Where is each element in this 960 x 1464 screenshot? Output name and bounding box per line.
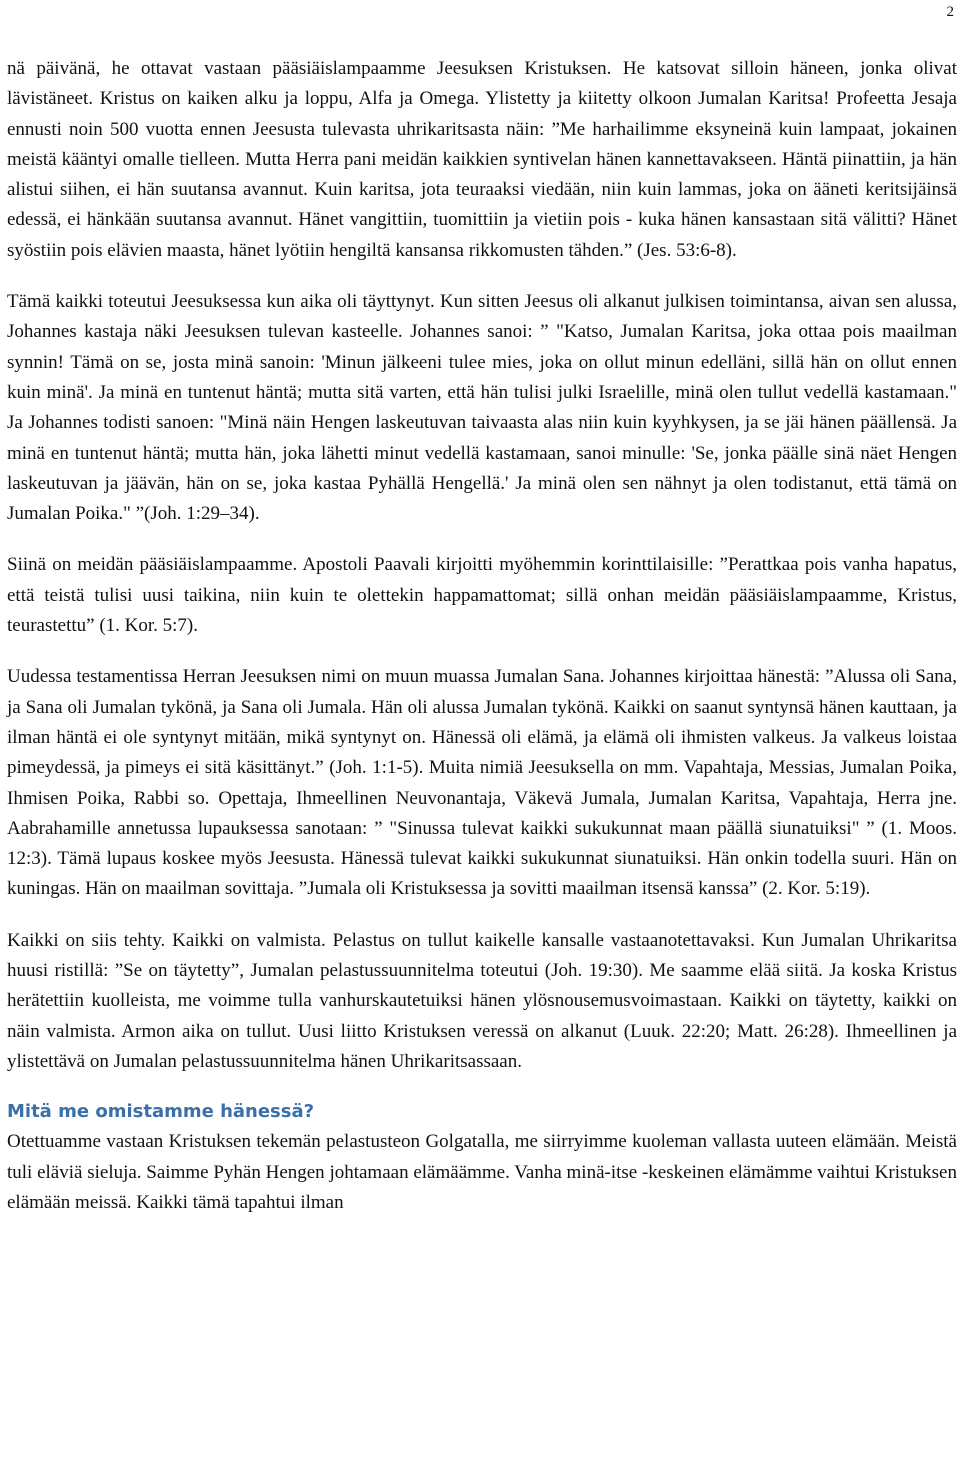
paragraph-4: Uudessa testamentissa Herran Jeesuksen nimi on muun muassa Jumalan Sana. Johannes kirjoittaa hänestä: ”Alussa oli Sana, ja Sana oli Jumalan tykönä, ja Sana oli Jumala. Hän oli alussa Jumalan tykönä. Kaikki on saanut syntynsä hänen kauttaan, ja ilman häntä ei ole syntynyt mitään, mikä syntynyt on. Hänessä oli elämä, ja elämä oli ihmisten valkeus. Ja valkeus loistaa pimeydessä, ja pimeys ei sitä käsittänyt.” (Joh. 1:1-5). Muita nimiä Jeesuksella on mm. Vapahtaja, Messias, Jumalan Poika, Ihmisen Poika, Rabbi so. Opettaja, Ihmeellinen Neuvonantaja, Väkevä Jumala, Jumalan Karitsa, Vapahtaja, Herra jne. Aabrahamille annetussa lupauksessa sanotaan: ” "Sinussa tulevat kaikki sukukunnat maan päällä siunatuiksi" ” (1. Moos. 12:3). Tämä lupaus koskee myös Jeesusta. Hänessä tulevat kaikki sukukunnat siunatuiksi. Hän onkin todella suuri. Hän on kuningas. Hän on maailman sovittaja. ”Jumala oli Kristuksessa ja sovitti maailman itsensä kanssa” (2. Kor. 5:19). [7, 666, 957, 900]
paragraph-6: Otettuamme vastaan Kristuksen tekemän pelastusteon Golgatalla, me siirryimme kuoleman vallasta uuteen elämään. Meistä tuli eläviä sieluja. Saimme Pyhän Hengen johtamaan elämäämme. Vanha minä-itse -keskeinen elämämme vaihtui Kristuksen elämään meissä. Kaikki tämä tapahtui ilman [7, 1131, 957, 1213]
section-heading: Mitä me omistamme hänessä? [7, 1101, 315, 1123]
paragraph-3: Siinä on meidän pääsiäislampaamme. Apostoli Paavali kirjoitti myöhemmin korinttilaisille: ”Perattkaa pois vanha hapatus, että teistä tulisi uusi taikina, niin kuin te olettekin happamattomat; sillä onhan meidän pääsiäislampaamme, Kristus, teurastettu” (1. Kor. 5:7). [7, 554, 957, 637]
paragraph-1: nä päivänä, he ottavat vastaan pääsiäislampaamme Jeesuksen Kristuksen. He katsovat silloin häneen, jonka olivat lävistäneet. Kristus on kaiken alku ja loppu, Alfa ja Omega. Ylistetty ja kiitetty olkoon Jumalan Karitsa! Profeetta Jesaja ennusti noin 500 vuotta ennen Jeesusta tulevasta uhrikaritsasta näin: ”Me harhailimme eksyneinä kuin lampaat, jokainen meistä kääntyi omalle tielleen. Mutta Herra pani meidän kaikkien syntivelan hänen kannettavakseen. Häntä piinattiin, ja hän alistui siihen, ei hän suutansa avannut. Kuin karitsa, jota teuraaksi viedään, niin kuin lammas, joka on ääneti keritsijäinsä edessä, ei hänkään suutansa avannut. Hänet vangittiin, tuomittiin ja vietiin pois - kuka hänen kansastaan sitä välitti? Hänet syöstiin pois elävien maasta, hänet lyötiin hengiltä kansansa rikkomusten tähden.” (Jes. 53:6-8). [7, 58, 957, 261]
paragraph-5: Kaikki on siis tehty. Kaikki on valmista. Pelastus on tullut kaikelle kansalle vastaanotettavaksi. Kun Jumalan Uhrikaritsa huusi ristillä: ”Se on täytetty”, Jumalan pelastussuunnitelma toteutui (Joh. 19:30). Me saamme elää siitä. Ja koska Kristus herätettiin kuolleista, me voimme tulla vanhurskautetuiksi hänen ylösnousemusvoimastaan. Kaikki on täytetty, kaikki on näin valmista. Armon aika on tullut. Uusi liitto Kristuksen veressä on alkanut (Luuk. 22:20; Matt. 26:28). Ihmeellinen ja ylistettävä on Jumalan pelastussuunnitelma hänen Uhrikaritsassaan. [7, 929, 957, 1072]
document-body [7, 54, 957, 1222]
paragraph-2: Tämä kaikki toteutui Jeesuksessa kun aika oli täyttynyt. Kun sitten Jeesus oli alkanut julkisen toimintansa, aivan sen alussa, Johannes kastaja näki Jeesuksen tulevan kasteelle. Johannes sanoi: ” "Katso, Jumalan Karitsa, joka ottaa pois maailman synnin! Tämä on se, josta minä sanoin: 'Minun jälkeeni tulee mies, joka on ollut minun edelläni, sillä hän on ollut ennen kuin minä'. Ja minä en tuntenut häntä; mutta sitä varten, että hän tulisi julki Israelille, minä olen tullut vedellä kastamaan." Ja Johannes todisti sanoen: "Minä näin Hengen laskeutuvan taivaasta alas niin kuin kyyhkysen, ja se jäi hänen päällensä. Ja minä en tuntenut häntä; mutta hän, joka lähetti minut vedellä kastamaan, sanoi minulle: 'Se, jonka päälle sinä näet Hengen laskeutuvan ja jäävän, hän on se, joka kastaa Pyhällä Hengellä.' Ja minä olen sen nähnyt ja olen todistanut, että tämä on Jumalan Poika." ”(Joh. 1:29–34). [7, 291, 957, 525]
page-number: 2 [946, 4, 954, 20]
